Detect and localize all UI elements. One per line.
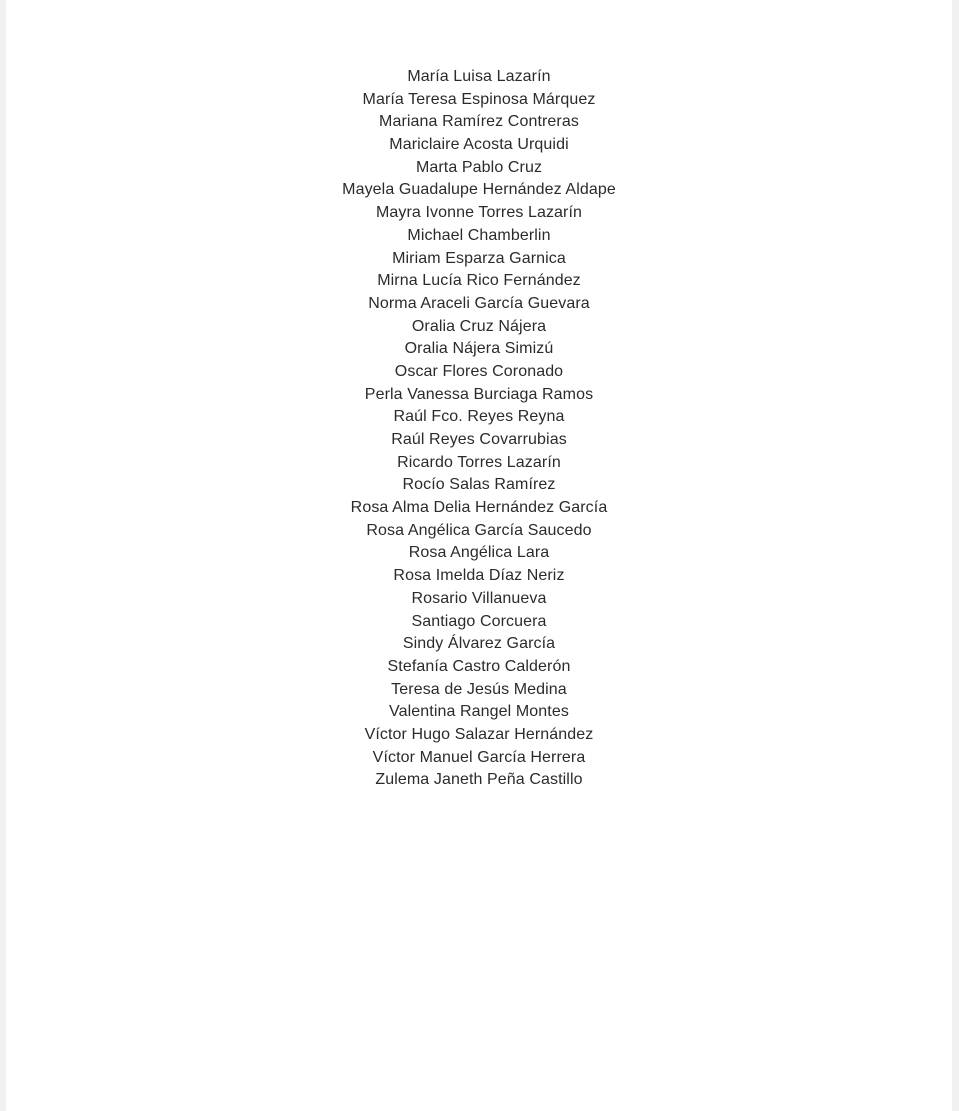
name-item: Mayra Ivonne Torres Lazarín [375,204,583,222]
name-item: Mariana Ramírez Contreras [379,113,579,131]
name-item: Teresa de Jesús Medina [391,680,567,698]
name-item: Marta Pablo Cruz [415,158,543,176]
name-item: Sindy Álvarez García [402,635,556,653]
name-item: Zulema Janeth Peña Castillo [375,771,583,789]
name-item: María Teresa Espinosa Márquez [362,90,596,108]
name-item: Víctor Manuel García Herrera [372,748,586,766]
name-item: Raúl Reyes Covarrubias [391,431,567,448]
name-item: Rosario Villanueva [411,589,547,607]
name-item: Raúl Fco. Reyes Reyna [393,408,565,426]
name-item: Perla Vanessa Burciaga Ramos [364,385,594,403]
name-item: Norma Araceli García Guevara [368,294,590,312]
name-item: Mayela Guadalupe Hernández Aldape [342,181,616,199]
name-item: Rosa Angélica Lara [408,544,550,562]
name-item: Ricardo Torres Lazarín [397,453,561,471]
name-item: María Luisa Lazarín [407,68,551,85]
name-item: Stefanía Castro Calderón [387,657,571,675]
name-item: Valentina Rangel Montes [389,703,569,721]
name-item: Rosa Angélica García Saucedo [366,521,592,539]
name-item: Miriam Esparza Garnica [392,249,566,267]
names-list [6,66,952,792]
name-item: Mariclaire Acosta Urquidi [389,136,569,154]
name-item: Mirna Lucía Rico Fernández [377,272,581,290]
name-item: Oralia Cruz Nájera [411,317,547,335]
name-item: Rocío Salas Ramírez [402,476,556,494]
name-item: Oralia Nájera Simizú [404,340,554,358]
name-item: Rosa Alma Delia Hernández García [350,499,608,517]
document-page [6,0,952,1111]
name-item: Michael Chamberlin [407,226,551,244]
name-item: Víctor Hugo Salazar Hernández [364,725,594,743]
name-item: Oscar Flores Coronado [394,362,564,380]
name-item: Santiago Corcuera [411,612,547,630]
name-item: Rosa Imelda Díaz Neriz [393,567,565,585]
